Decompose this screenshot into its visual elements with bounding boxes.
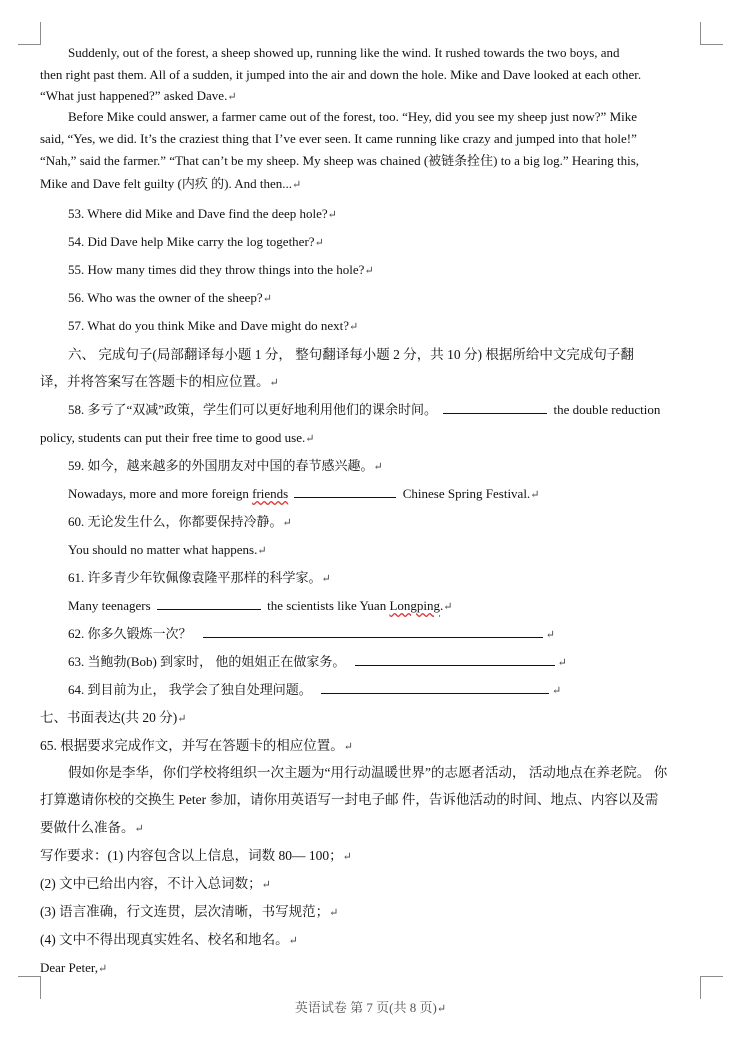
passage-line: Before Mike could answer, a farmer came out of the forest, too. “Hey, did you see my sheep just now?” Mike xyxy=(68,109,638,124)
section-7-heading: 七、书面表达(共 20 分)↵ xyxy=(40,710,187,725)
question-62: 62. 你多久锻炼一次？ ↵ xyxy=(68,626,555,641)
crop-mark-bottom-right xyxy=(700,976,723,999)
answer-blank-59[interactable] xyxy=(294,485,396,498)
answer-blank-63[interactable] xyxy=(355,653,555,666)
question-63: 63. 当鲍勃(Bob) 到家时， 他的姐姐正在做家务。 ↵ xyxy=(68,654,567,669)
crop-mark-top-right xyxy=(700,22,723,45)
letter-salutation: Dear Peter,↵ xyxy=(40,960,108,975)
passage-line: “What just happened?” asked Dave.↵ xyxy=(40,88,237,103)
question-60-english: You should no matter what happens.↵ xyxy=(68,542,267,557)
question-53: 53. Where did Mike and Dave find the deep hole?↵ xyxy=(68,206,337,221)
question-59-english: Nowadays, more and more foreign friends Chinese Spring Festival.↵ xyxy=(68,486,540,501)
writing-prompt: 假如你是李华，你们学校将组织一次主题为“用行动温暖世界”的志愿者活动， 活动地点在养老院。 你 xyxy=(68,765,668,780)
writing-prompt-end: 要做什么准备。↵ xyxy=(40,820,144,835)
passage-line: Suddenly, out of the forest, a sheep showed up, running like the wind. It rushed towards the two boys, and xyxy=(68,45,620,60)
question-55: 55. How many times did they throw things into the hole?↵ xyxy=(68,262,374,277)
writing-requirement-2: (2) 文中已给出内容，不计入总词数；↵ xyxy=(40,876,271,891)
passage-line: Mike and Dave felt guilty (内疚 的). And then...↵ xyxy=(40,176,302,191)
answer-blank-62[interactable] xyxy=(203,625,543,638)
writing-requirement-1: 写作要求：(1) 内容包含以上信息，词数 80— 100；↵ xyxy=(40,848,352,863)
section-6-heading: 六、 完成句子(局部翻译每小题 1 分， 整句翻译每小题 2 分，共 10 分) 根据所给中文完成句子翻 xyxy=(68,347,634,362)
passage-line: said, “Yes, we did. It’s the craziest thing that I’ve ever seen. It came running like crazy and jumped into that hole!” xyxy=(40,131,637,146)
question-61-english: Many teenagers the scientists like Yuan Longping.↵ xyxy=(68,598,453,613)
answer-blank-61[interactable] xyxy=(157,597,261,610)
writing-requirement-3: (3) 语言准确，行文连贯，层次清晰，书写规范；↵ xyxy=(40,904,339,919)
question-65: 65. 根据要求完成作文，并写在答题卡的相应位置。↵ xyxy=(40,738,353,753)
crop-mark-top-left xyxy=(18,22,41,45)
crop-mark-bottom-left xyxy=(18,976,41,999)
passage-line: then right past them. All of a sudden, it jumped into the air and down the hole. Mike and Dave looked at each other. xyxy=(40,67,642,82)
section-6-heading-cont: 译，并将答案写在答题卡的相应位置。↵ xyxy=(40,374,279,389)
answer-blank-64[interactable] xyxy=(321,681,549,694)
answer-blank-58[interactable] xyxy=(443,401,547,414)
passage-line: “Nah,” said the farmer.” “That can’t be my sheep. My sheep was chained (被链条拴住) to a big log.” Hearing this, xyxy=(40,153,640,168)
question-64: 64. 到目前为止， 我学会了独自处理问题。 ↵ xyxy=(68,682,562,697)
writing-prompt-cont: 打算邀请你校的交换生 Peter 参加，请你用英语写一封电子邮 件，告诉他活动的时间、地点、内容以及需 xyxy=(40,792,659,807)
question-58-cont: policy, students can put their free time to good use.↵ xyxy=(40,430,315,445)
question-61: 61. 许多青少年钦佩像袁隆平那样的科学家。↵ xyxy=(68,570,331,585)
question-60: 60. 无论发生什么，你都要保持冷静。↵ xyxy=(68,514,292,529)
question-59: 59. 如今，越来越多的外国朋友对中国的春节感兴趣。↵ xyxy=(68,458,383,473)
page-footer: 英语试卷 第 7 页(共 8 页)↵ xyxy=(294,1000,447,1015)
question-54: 54. Did Dave help Mike carry the log together?↵ xyxy=(68,234,324,249)
writing-requirement-4: (4) 文中不得出现真实姓名、校名和地名。↵ xyxy=(40,932,298,947)
question-58: 58. 多亏了“双减”政策，学生们可以更好地利用他们的课余时间。 the double reduction xyxy=(68,402,661,417)
question-56: 56. Who was the owner of the sheep?↵ xyxy=(68,290,272,305)
question-57: 57. What do you think Mike and Dave might do next?↵ xyxy=(68,318,359,333)
